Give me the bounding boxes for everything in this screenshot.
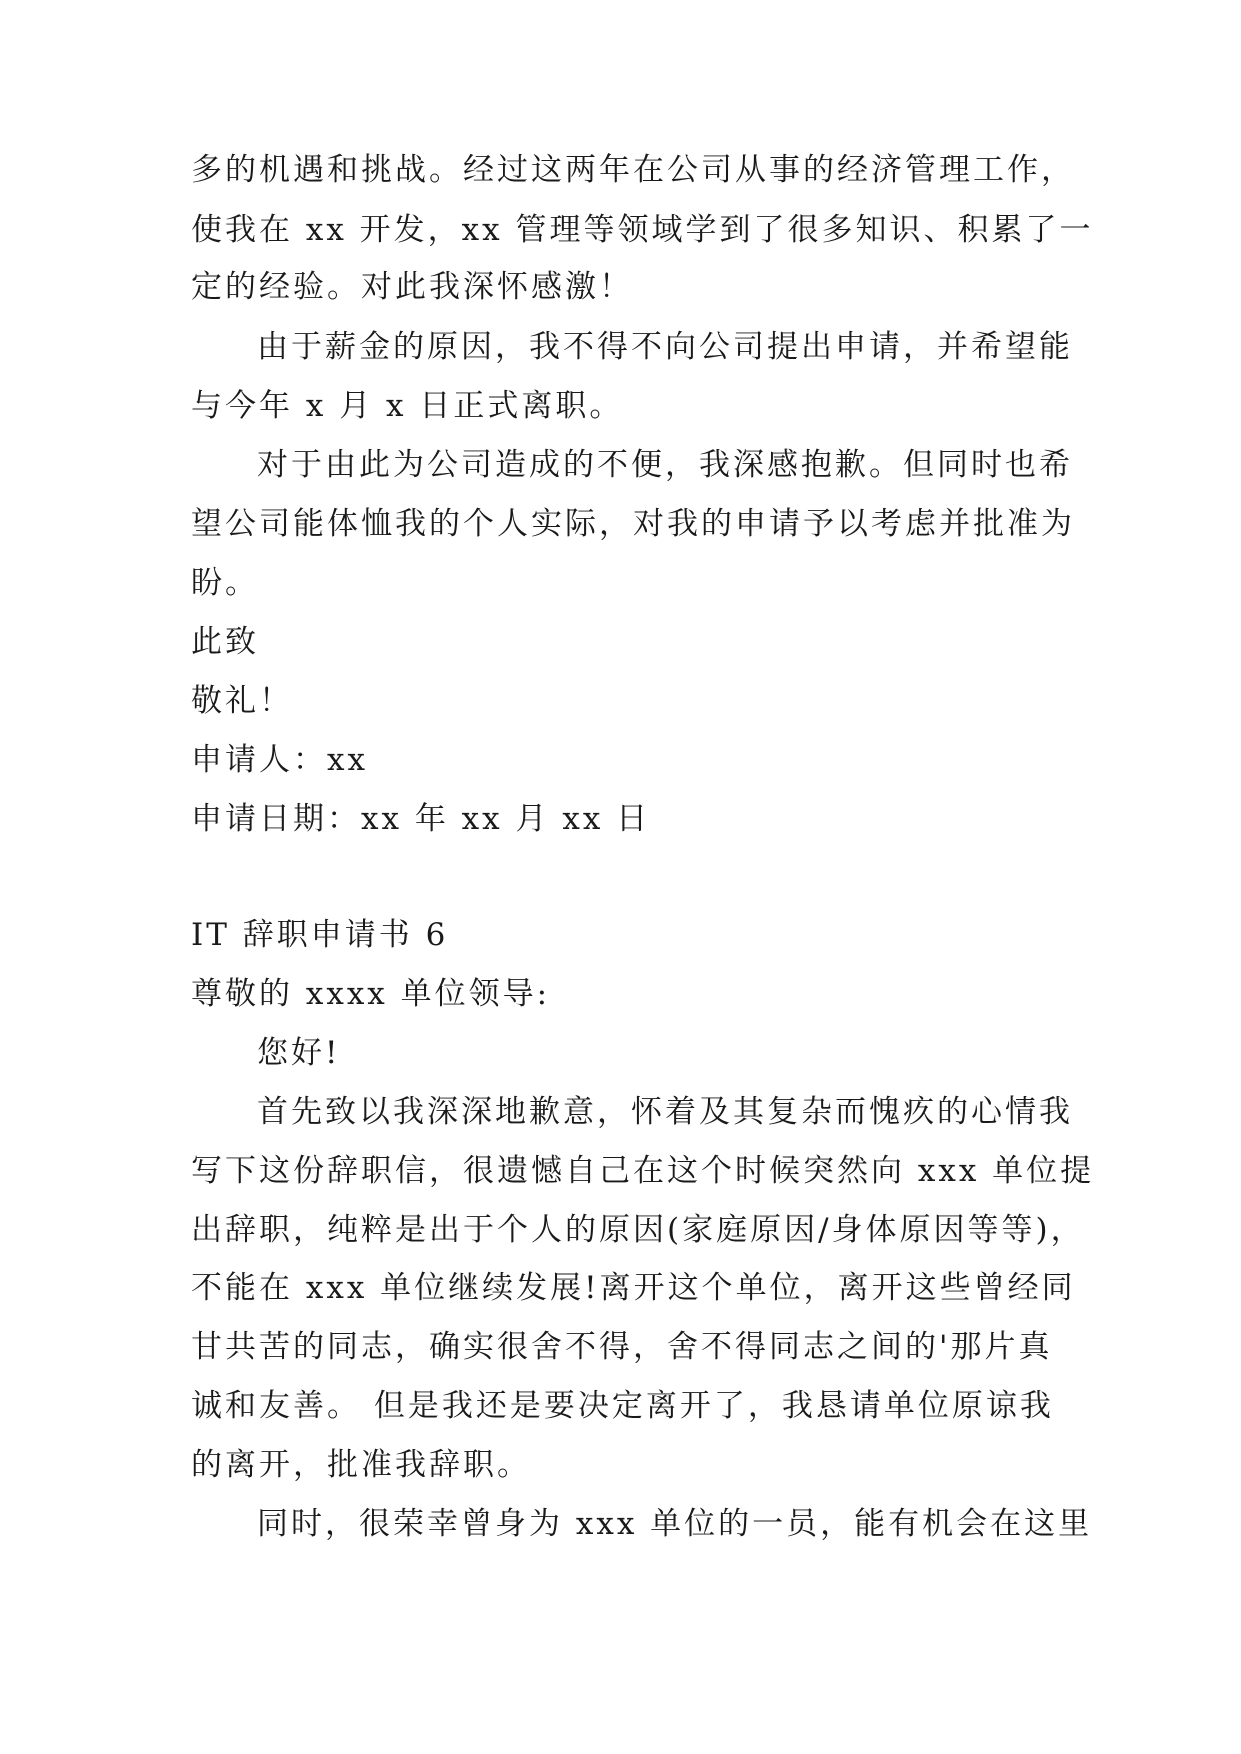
body-line: 望公司能体恤我的个人实际，对我的申请予以考虑并批准为 <box>191 506 1075 542</box>
body-line: 使我在 xx 开发，xx 管理等领域学到了很多知识、积累了一 <box>191 212 1094 248</box>
paragraph-line: 首先致以我深深地歉意，怀着及其复杂而愧疚的心情我 <box>257 1094 1073 1130</box>
paragraph-line: 对于由此为公司造成的不便，我深感抱歉。但同时也希 <box>257 447 1073 483</box>
body-line: 不能在 xxx 单位继续发展!离开这个单位，离开这些曾经同 <box>191 1270 1076 1306</box>
salutation-line: 尊敬的 xxxx 单位领导: <box>191 976 551 1012</box>
body-line: 出辞职，纯粹是出于个人的原因(家庭原因/身体原因等等)， <box>191 1212 1085 1248</box>
date-line: 申请日期：xx 年 xx 月 xx 日 <box>191 801 651 837</box>
closing-line: 此致 <box>191 624 259 660</box>
body-line: 定的经验。对此我深怀感激！ <box>191 269 633 305</box>
body-line: 与今年 x 月 x 日正式离职。 <box>191 388 624 424</box>
closing-line: 敬礼！ <box>191 683 293 719</box>
paragraph-line: 同时，很荣幸曾身为 xxx 单位的一员，能有机会在这里 <box>257 1506 1093 1542</box>
body-line: 诚和友善。 但是我还是要决定离开了，我恳请单位原谅我 <box>191 1388 1054 1424</box>
paragraph-line: 由于薪金的原因，我不得不向公司提出申请，并希望能 <box>257 329 1073 365</box>
body-line: 盼。 <box>191 565 259 601</box>
body-line: 的离开，批准我辞职。 <box>191 1447 531 1483</box>
body-line: 甘共苦的同志，确实很舍不得，舍不得同志之间的'那片真 <box>191 1329 1053 1365</box>
section-title: IT 辞职申请书 6 <box>191 917 449 953</box>
applicant-line: 申请人：xx <box>191 742 368 778</box>
body-line: 写下这份辞职信，很遗憾自己在这个时候突然向 xxx 单位提 <box>191 1153 1095 1189</box>
body-line: 多的机遇和挑战。经过这两年在公司从事的经济管理工作， <box>191 152 1075 188</box>
greeting-line: 您好! <box>257 1035 341 1071</box>
